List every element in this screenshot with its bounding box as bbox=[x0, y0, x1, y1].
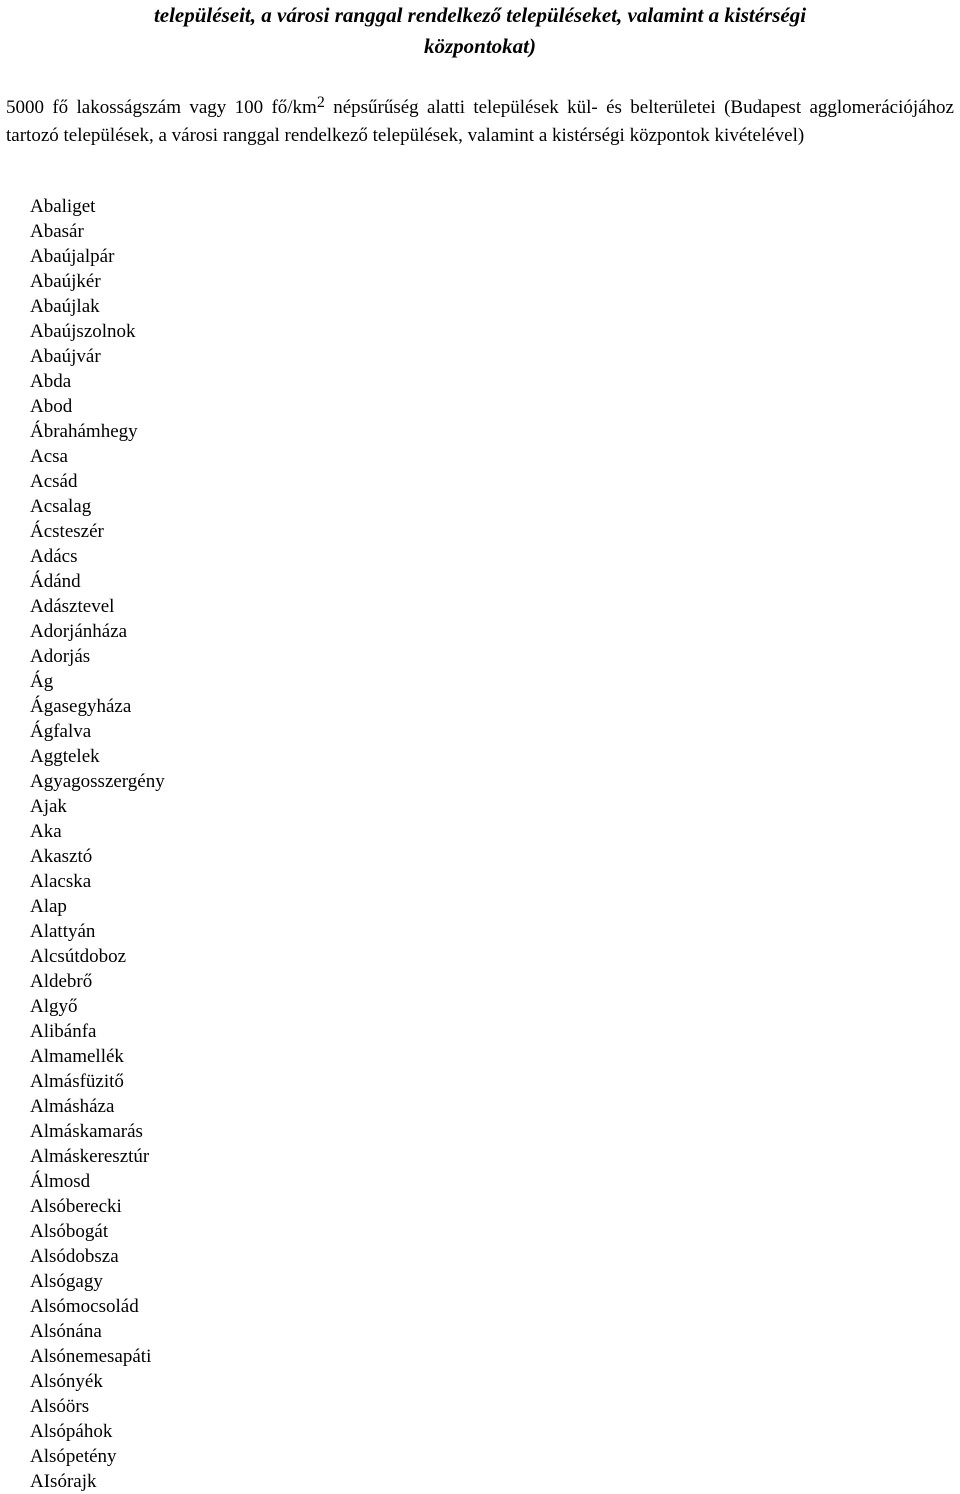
intro-text-rest: népsűrűség alatti települések kül- és belterületei (Budapest agglomerációjához tartozó települések, a városi ranggal rendelkező települések, valamint a kistérségi központok kivételével) bbox=[6, 97, 954, 146]
settlement-item: Alsópáhok bbox=[30, 1421, 113, 1442]
settlement-item: Alsóbogát bbox=[30, 1221, 109, 1242]
settlement-item: Alsóberecki bbox=[30, 1196, 122, 1217]
settlement-item: Abaújalpár bbox=[30, 246, 115, 267]
settlement-item: Alap bbox=[30, 896, 67, 917]
settlement-item: Adásztevel bbox=[30, 596, 115, 617]
settlement-item: Alcsútdoboz bbox=[30, 946, 127, 967]
settlement-item: Alsónemesapáti bbox=[30, 1346, 152, 1367]
settlement-item: Adorjás bbox=[30, 646, 91, 667]
settlement-item: Acsalag bbox=[30, 496, 92, 517]
settlement-item: Aggtelek bbox=[30, 746, 100, 767]
settlement-item: Alsóörs bbox=[30, 1396, 90, 1417]
settlement-item: Adorjánháza bbox=[30, 621, 128, 642]
settlement-item: Abda bbox=[30, 371, 72, 392]
settlement-item: Ajak bbox=[30, 796, 67, 817]
heading-line-2: központokat) bbox=[423, 34, 536, 58]
settlement-item: Adács bbox=[30, 546, 78, 567]
settlement-item: Alsónyék bbox=[30, 1371, 103, 1392]
settlement-item: Alsódobsza bbox=[30, 1246, 119, 1267]
settlement-item: Aka bbox=[30, 821, 62, 842]
superscript-2: 2 bbox=[316, 94, 325, 111]
settlement-item: Almáskeresztúr bbox=[30, 1146, 150, 1167]
settlement-item: Almáskamarás bbox=[30, 1121, 143, 1142]
settlement-item: Abaújvár bbox=[30, 346, 101, 367]
settlement-item: Alacska bbox=[30, 871, 92, 892]
settlement-item: AIsórajk bbox=[30, 1471, 97, 1492]
settlement-item: Álmosd bbox=[30, 1171, 91, 1192]
settlement-item: Almamellék bbox=[30, 1046, 124, 1067]
settlement-item: Agyagosszergény bbox=[30, 771, 165, 792]
settlement-item: Alibánfa bbox=[30, 1021, 97, 1042]
settlement-item: Ágasegyháza bbox=[30, 696, 132, 717]
settlement-item: Ágfalva bbox=[30, 721, 92, 742]
intro-paragraph bbox=[6, 94, 954, 150]
settlement-item: Ábrahámhegy bbox=[30, 421, 138, 442]
settlement-item: Alattyán bbox=[30, 921, 96, 942]
settlement-item: Akasztó bbox=[30, 846, 93, 867]
settlement-item: Almásháza bbox=[30, 1096, 115, 1117]
settlement-item: Alsómocsolád bbox=[30, 1296, 139, 1317]
section-heading bbox=[10, 0, 950, 62]
settlement-item: Abaújszolnok bbox=[30, 321, 136, 342]
intro-text-start: 5000 fő lakosságszám vagy 100 fő/km bbox=[6, 97, 317, 118]
settlement-item: Abasár bbox=[30, 221, 84, 242]
settlement-item: Acsa bbox=[30, 446, 68, 467]
settlement-item: Ág bbox=[30, 671, 54, 692]
settlement-item: Algyő bbox=[30, 996, 78, 1017]
settlement-item: Ácsteszér bbox=[30, 521, 104, 542]
settlement-item: Acsád bbox=[30, 471, 78, 492]
settlement-list bbox=[30, 194, 165, 1494]
settlement-item: Abod bbox=[30, 396, 73, 417]
settlement-item: Abaliget bbox=[30, 196, 96, 217]
settlement-item: Abaújlak bbox=[30, 296, 100, 317]
settlement-item: Aldebrő bbox=[30, 971, 93, 992]
settlement-item: Abaújkér bbox=[30, 271, 101, 292]
settlement-item: Almásfüzitő bbox=[30, 1071, 124, 1092]
heading-line-1: településeit, a városi ranggal rendelkező településeket, valamint a kistérségi bbox=[153, 3, 807, 27]
settlement-item: Alsópetény bbox=[30, 1446, 117, 1467]
settlement-item: Alsógagy bbox=[30, 1271, 103, 1292]
settlement-item: Ádánd bbox=[30, 571, 81, 592]
settlement-item: Alsónána bbox=[30, 1321, 102, 1342]
